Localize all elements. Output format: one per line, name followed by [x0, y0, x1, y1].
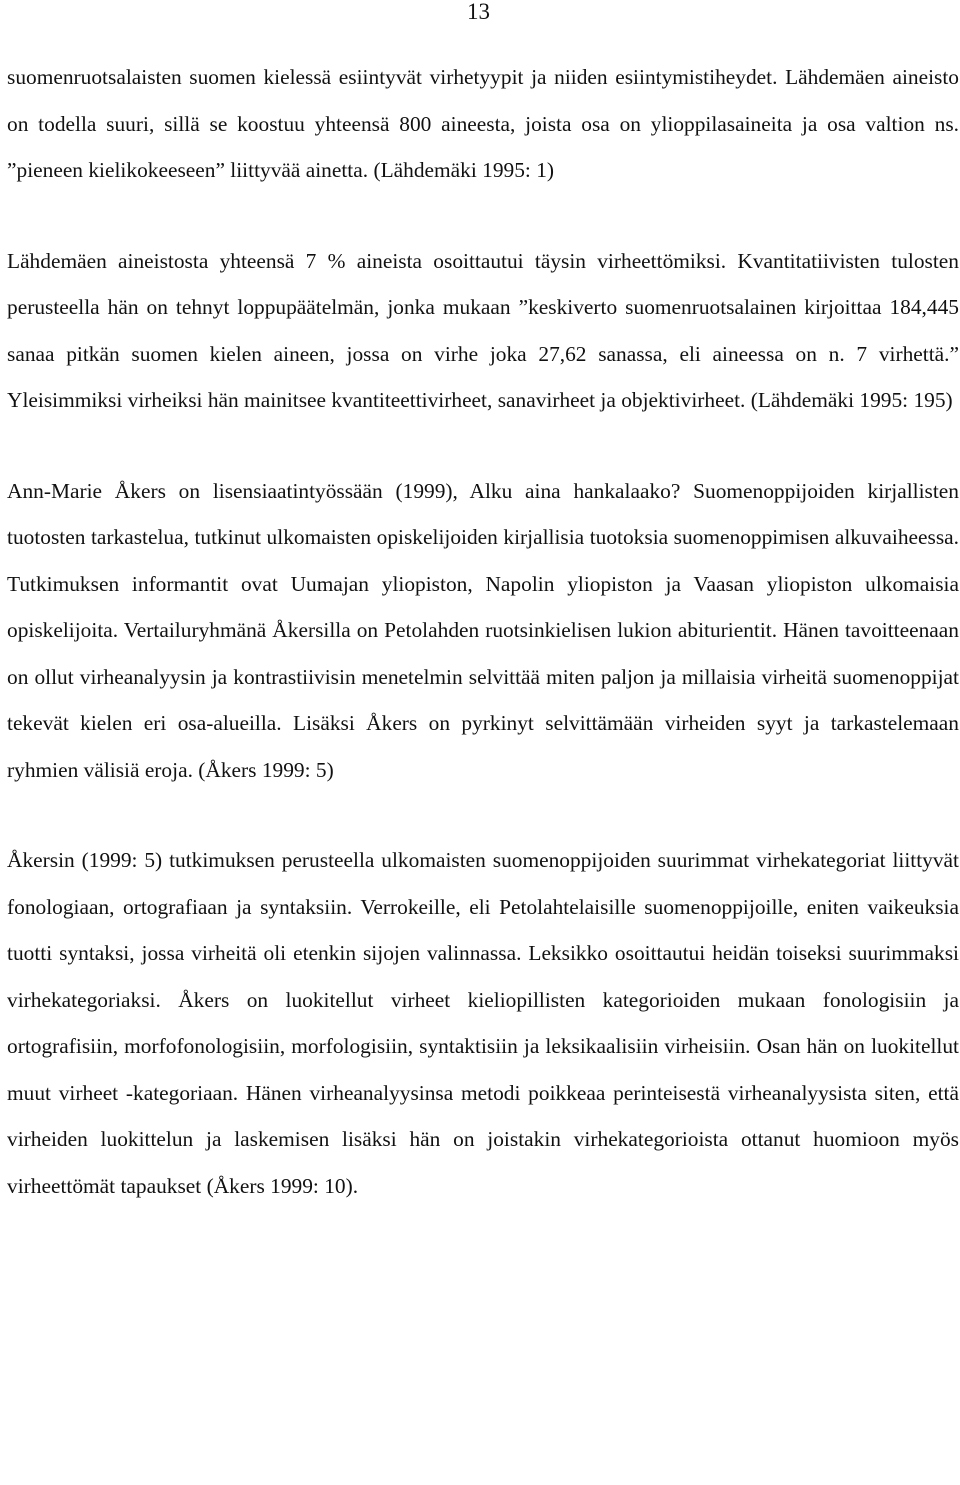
paragraph-4: Åkersin (1999: 5) tutkimuksen perusteella ulkomaisten suomenoppijoiden suurimmat virhekategoriat liittyvät fonologiaan, ortografiaan ja syntaksiin. Verrokeille, eli Petolahtelaisille suomenoppijoille, eniten vaikeuksia tuotti syntaksi, jossa virheitä oli etenkin sijojen valinnassa. Leksikko osoittautui heidän toiseksi suurimmaksi virhekategoriaksi. Åkers on luokitellut virheet kieliopillisten kategorioiden mukaan fonologisiin ja ortografisiin, morfofonologisiin, morfologisiin, syntaktisiin ja leksikaalisiin virheisiin. Osan hän on luokitellut muut virheet -kategoriaan. Hänen virheanalyysinsa metodi poikkeaa perinteisestä virheanalyysista siten, että virheiden luokittelun ja laskemisen lisäksi hän on joistakin virhekategorioista ottanut huomioon myös virheettömät tapaukset (Åkers 1999: 10).	[7, 848, 959, 1198]
page-number: 13	[467, 0, 490, 24]
paragraph-3: Ann-Marie Åkers on lisensiaatintyössään (1999), Alku aina hankalaako? Suomenoppijoiden kirjallisten tuotosten tarkastelua, tutkinut ulkomaisten opiskelijoiden kirjallisia tuotoksia suomenoppimisen alkuvaiheessa. Tutkimuksen informantit ovat Uumajan yliopiston, Napolin yliopiston ja Vaasan yliopiston ulkomaisia opiskelijoita. Vertailuryhmänä Åkersilla on Petolahden ruotsinkielisen lukion abiturientit. Hänen tavoitteenaan on ollut virheanalyysin ja kontrastiivisin menetelmin selvittää miten paljon ja millaisia virheitä suomenoppijat tekevät kielen eri osa-alueilla. Lisäksi Åkers on pyrkinyt selvittämään virheiden syyt ja tarkastelemaan ryhmien välisiä eroja. (Åkers 1999: 5)	[7, 478, 959, 782]
document-body	[7, 54, 959, 1209]
paragraph-1: suomenruotsalaisten suomen kielessä esiintyvät virhetyypit ja niiden esiintymistiheydet. Lähdemäen aineisto on todella suuri, sillä se koostuu yhteensä 800 aineesta, joista osa on ylioppilasaineita ja osa valtion ns. ”pieneen kielikokeeseen” liittyvää ainetta. (Lähdemäki 1995: 1)	[7, 65, 959, 182]
paragraph-2: Lähdemäen aineistosta yhteensä 7 % aineista osoittautui täysin virheettömiksi. Kvantitatiivisten tulosten perusteella hän on tehnyt loppupäätelmän, jonka mukaan ”keskiverto suomenruotsalainen kirjoittaa 184,445 sanaa pitkän suomen kielen aineen, jossa on virhe joka 27,62 sanassa, eli aineessa on n. 7 virhettä.” Yleisimmiksi virheiksi hän mainitsee kvantiteettivirheet, sanavirheet ja objektivirheet. (Lähdemäki 1995: 195)	[7, 248, 959, 412]
